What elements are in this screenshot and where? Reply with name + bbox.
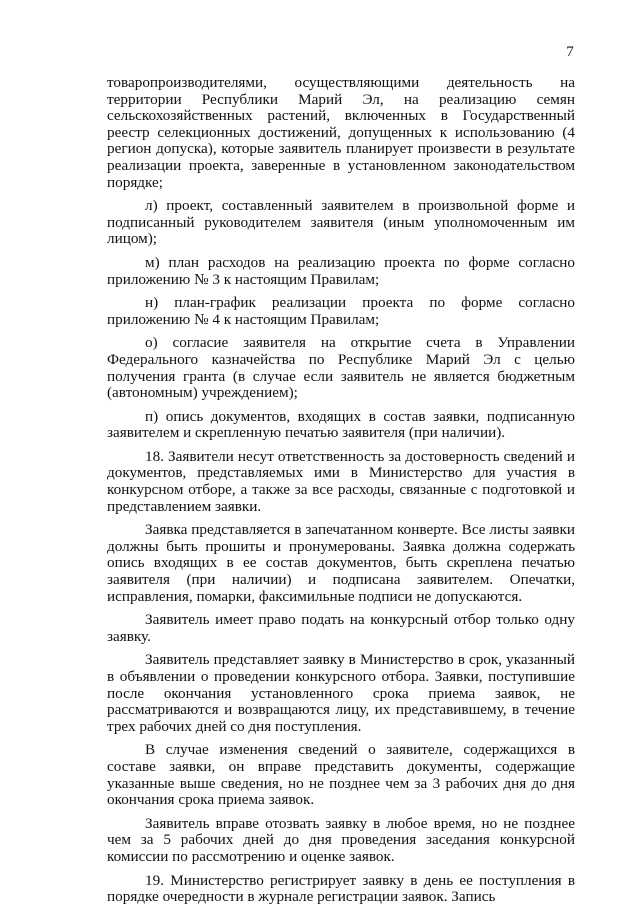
paragraph: н) план-график реализации проекта по форме согласно приложению № 4 к настоящим Правилам; bbox=[107, 294, 575, 328]
paragraph: Заявитель представляет заявку в Министерство в срок, указанный в объявлении о проведении конкурсного отбора. Заявки, поступившие после окончания установленного срока приема заявок, не рассматриваются и возвращаются лицу, их представившему, в течение трех рабочих дней со дня поступления. bbox=[107, 651, 575, 735]
paragraph: В случае изменения сведений о заявителе, содержащихся в составе заявки, он вправе представить документы, содержащие указанные выше сведения, но не позднее чем за 3 рабочих дня до дня окончания срока приема заявок. bbox=[107, 741, 575, 809]
paragraph: Заявка представляется в запечатанном конверте. Все листы заявки должны быть прошиты и пронумерованы. Заявка должна содержать опись входящих в ее состав документов, быть скреплена печатью заявителя (при наличии) и подписана заявителем. Опечатки, исправления, помарки, факсимильные подписи не допускаются. bbox=[107, 521, 575, 605]
page-number: 7 bbox=[566, 44, 574, 60]
paragraph: м) план расходов на реализацию проекта по форме согласно приложению № 3 к настоящим Правилам; bbox=[107, 253, 575, 288]
paragraph: л) проект, составленный заявителем в произвольной форме и подписанный руководителем заявителя (иным уполномоченным им лицом); bbox=[107, 197, 575, 248]
paragraph: п) опись документов, входящих в состав заявки, подписанную заявителем и скрепленную печатью заявителя (при наличии). bbox=[107, 407, 575, 442]
paragraph: 18. Заявители несут ответственность за достоверность сведений и документов, представляемых ими в Министерство для участия в конкурсном отборе, а также за все расходы, связанные с подготовкой и представлением заявки. bbox=[107, 447, 575, 515]
body-text bbox=[107, 75, 575, 913]
paragraph: Заявитель имеет право подать на конкурсный отбор только одну заявку. bbox=[107, 611, 575, 645]
paragraph: 19. Министерство регистрирует заявку в день ее поступления в порядке очередности в журнале регистрации заявок. Запись bbox=[107, 871, 575, 906]
paragraph: товаропроизводителями, осуществляющими деятельность на территории Республики Марий Эл, на реализацию семян сельскохозяйственных растений, включенных в Государственный реестр селекционных достижений, допущенных к использованию (4 регион допуска), которые заявитель планирует произвести в результате реализации проекта, заверенные в установленном законодательством порядке; bbox=[107, 74, 575, 191]
paragraph: Заявитель вправе отозвать заявку в любое время, но не позднее чем за 5 рабочих дней до дня проведения заседания конкурсной комиссии по рассмотрению и оценке заявок. bbox=[107, 814, 575, 865]
paragraph: о) согласие заявителя на открытие счета в Управлении Федерального казначейства по Республике Марий Эл с целью получения гранта (в случае если заявитель не является бюджетным (автономным) учреждением); bbox=[107, 334, 575, 402]
